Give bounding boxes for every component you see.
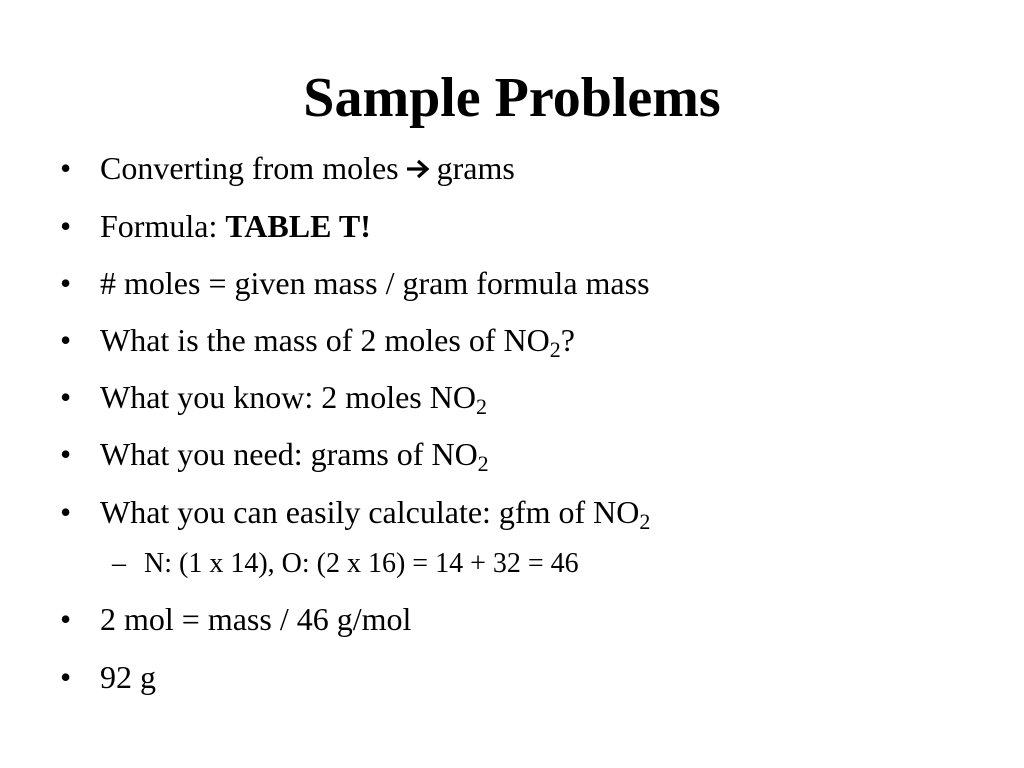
bullet-question [60,320,575,360]
subscript: 2 [477,451,489,476]
right-arrow-icon [405,158,433,180]
bullet-text: What is the mass of 2 moles of NO [100,322,550,358]
bullet-marker: • [60,208,72,244]
bullet-marker: • [60,601,72,637]
bullet-text: What you can easily calculate: gfm of NO [100,494,640,530]
bullet-text: 2 mol = mass / 46 g/mol [100,601,412,637]
bullet-marker: • [60,379,72,415]
sub-bullet-marker: – [112,548,126,579]
bullet-text: What you know: 2 moles NO [100,379,476,415]
bullet-marker: • [60,436,72,472]
sub-bullet-text: N: (1 x 14), O: (2 x 16) = 14 + 32 = 46 [144,548,579,579]
bullet-equation [60,599,411,639]
bullet-what-you-know [60,377,487,417]
bullet-formula [60,206,371,246]
bullet-marker: • [60,322,72,358]
sub-bullet-gfm-calculation [112,547,579,581]
bullet-marker: • [60,659,72,695]
bullet-suffix: ? [560,322,575,358]
bullet-bold-text: TABLE T! [225,208,371,244]
bullet-moles-formula [60,263,650,303]
bullet-text-after-arrow: grams [436,150,515,186]
bullet-text: What you need: grams of NO [100,436,478,472]
bullet-marker: • [60,150,72,186]
bullet-text: Formula: [100,208,226,244]
bullet-what-you-need [60,434,489,474]
bullet-text: # moles = given mass / gram formula mass [100,265,650,301]
subscript: 2 [549,337,561,362]
slide-title: Sample Problems [303,67,721,129]
bullet-converting [60,148,515,188]
bullet-calculate [60,492,650,532]
subscript: 2 [639,509,651,534]
bullet-text: Converting from moles [100,150,399,186]
bullet-answer [60,657,156,697]
bullet-marker: • [60,265,72,301]
subscript: 2 [475,394,487,419]
bullet-marker: • [60,494,72,530]
bullet-text: 92 g [100,659,156,695]
